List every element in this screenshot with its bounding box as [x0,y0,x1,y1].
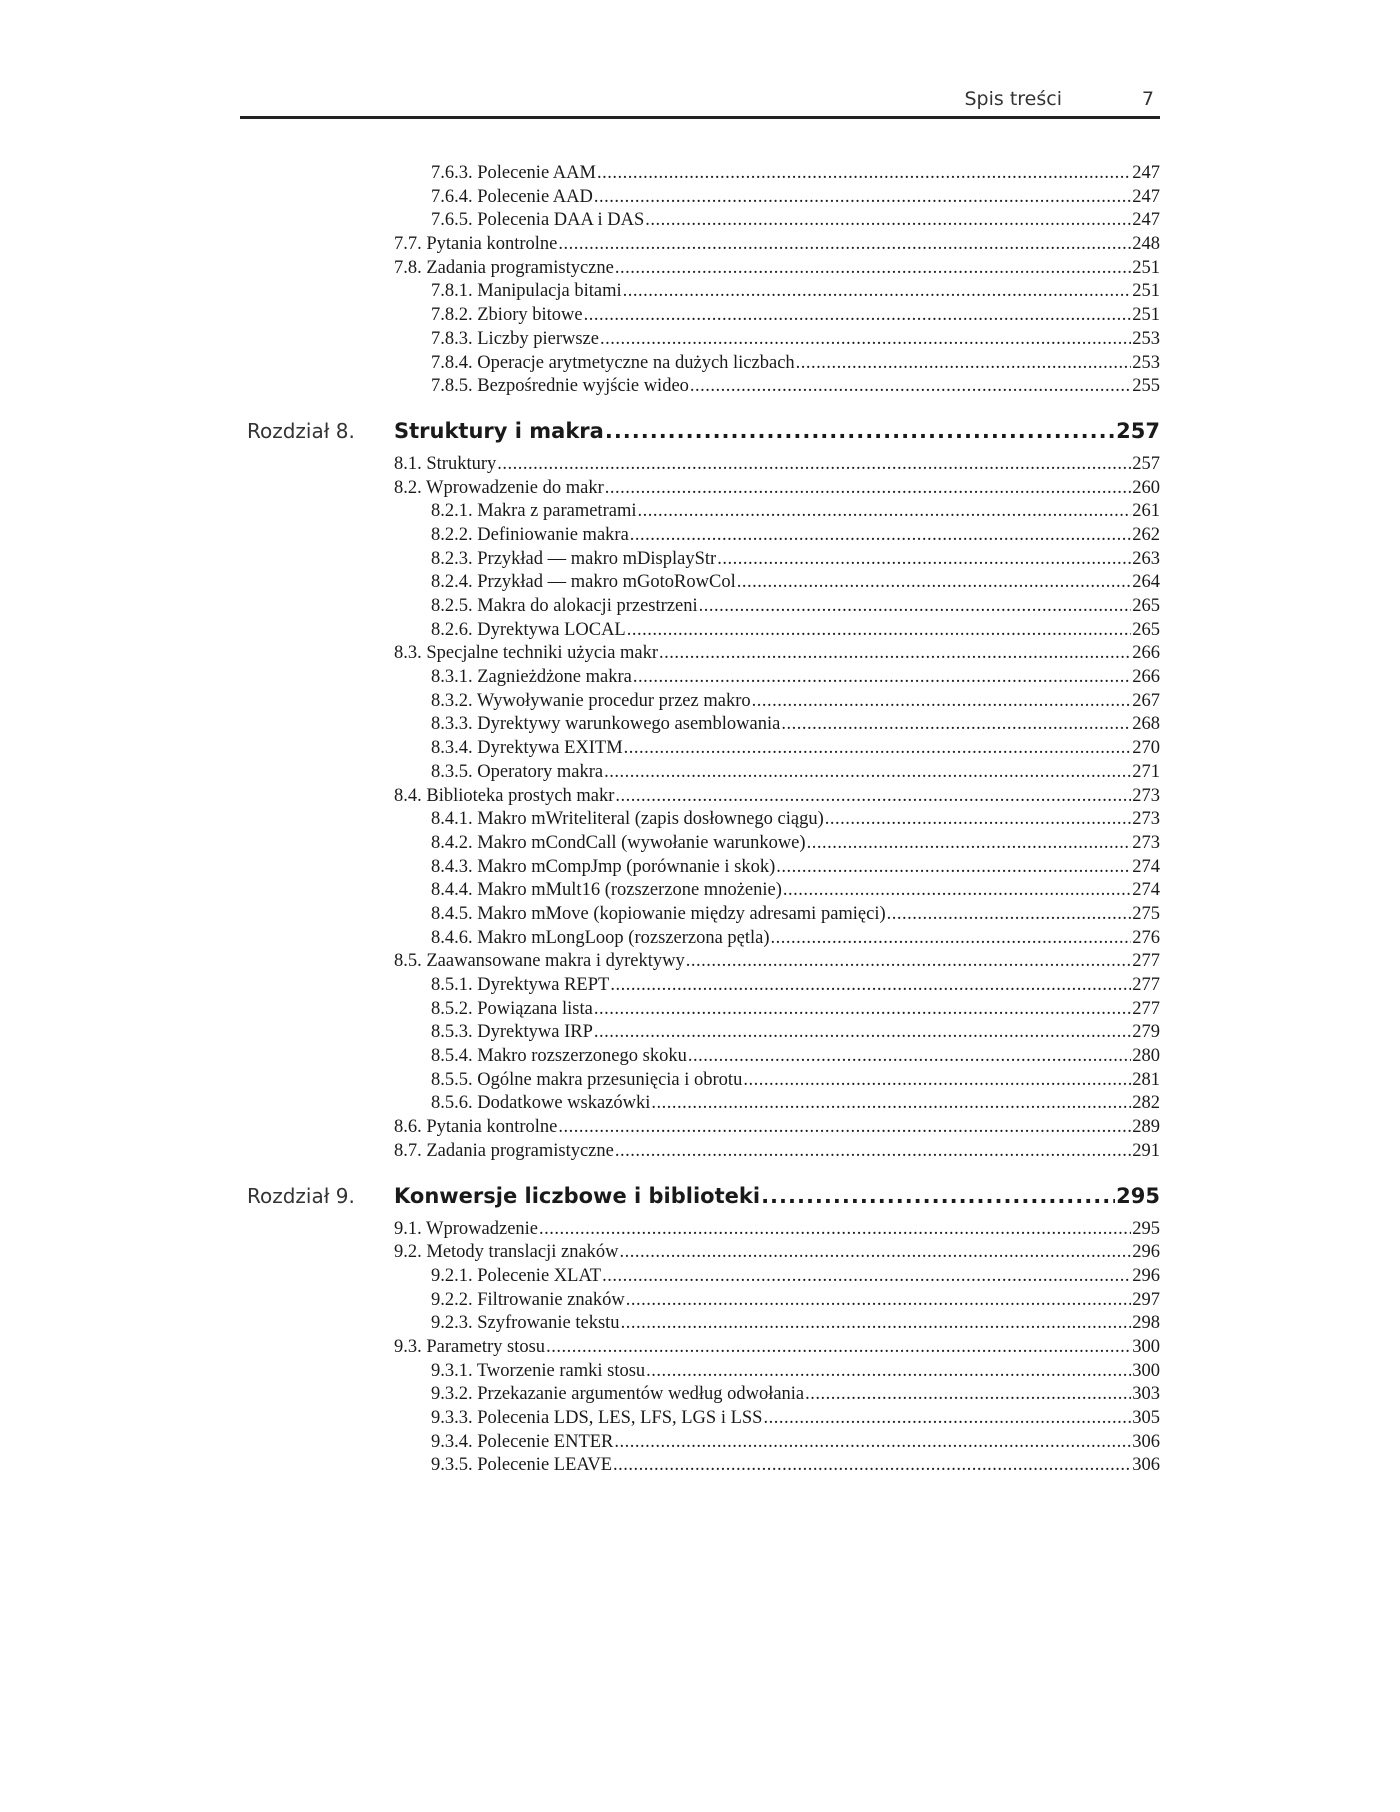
section-title: 9.3. Parametry stosu [394,1336,546,1357]
chapter-title: Konwersje liczbowe i biblioteki [394,1183,761,1208]
dot-leader [594,998,1131,1022]
running-header [240,80,1160,119]
page-ref: 247 [1132,186,1160,207]
page-ref: 266 [1132,667,1160,688]
toc-entry-row [0,1312,1400,1336]
section-title: 8.3.1. Zagnieżdżone makra [431,667,632,688]
toc-entry-row [0,1431,1400,1455]
toc-entry-row [0,927,1400,951]
toc-chapter-row [0,413,1400,449]
toc-entry-row [0,879,1400,903]
section-title: 8.4.5. Makro mMove (kopiowanie między adresami pamięci) [431,903,886,924]
section-title: 9.3.4. Polecenie ENTER [431,1431,614,1452]
toc-entry [431,280,1160,304]
page-ref: 306 [1132,1431,1160,1452]
dot-leader [615,257,1131,281]
dot-leader [807,832,1132,856]
toc-entry-row [0,1360,1400,1384]
page-ref: 265 [1132,619,1160,640]
toc-entry-row [0,1021,1400,1045]
toc-entry [394,1218,1160,1242]
page-ref: 295 [1116,1183,1160,1208]
dot-leader [805,1383,1131,1407]
section-title: 9.1. Wprowadzenie [394,1218,539,1239]
toc-entry-row [0,280,1400,304]
toc-entry [431,162,1160,186]
toc-entry [431,879,1160,903]
section-title: 8.2. Wprowadzenie do makr [394,477,604,498]
toc-entry [431,1265,1160,1289]
dot-leader [761,1182,1115,1210]
dot-leader [604,761,1131,785]
dot-leader [686,950,1131,974]
dot-leader [584,304,1132,328]
dot-leader [626,1289,1132,1313]
page-ref: 263 [1132,548,1160,569]
section-title: 7.8.4. Operacje arytmetyczne na dużych liczbach [431,352,795,373]
toc-entry-row [0,713,1400,737]
toc-entry [431,524,1160,548]
toc-entry [431,998,1160,1022]
toc-entry [431,1431,1160,1455]
section-title: 7.8.2. Zbiory bitowe [431,305,583,326]
section-title: 8.2.3. Przykład — makro mDisplayStr [431,548,717,569]
page-ref: 277 [1132,951,1160,972]
toc-entry [431,856,1160,880]
toc-entry [394,477,1160,501]
page-ref: 271 [1132,761,1160,782]
toc-entry-row [0,1265,1400,1289]
page-ref: 277 [1132,975,1160,995]
page-ref: 289 [1132,1117,1160,1138]
page-ref: 298 [1132,1313,1160,1334]
section-title: 8.3. Specjalne techniki użycia makr [394,643,659,664]
dot-leader [690,375,1131,399]
page-ref: 303 [1132,1384,1160,1405]
dot-leader [771,927,1132,951]
toc-entry [394,1182,1160,1210]
toc-entry-row [0,257,1400,281]
toc-entry-row [0,666,1400,690]
page-ref: 274 [1132,880,1160,901]
toc-entry-row [0,186,1400,210]
toc-entry [394,453,1160,477]
toc-entry [394,257,1160,281]
section-title: 9.2.2. Filtrowanie znaków [431,1289,625,1310]
page-ref: 261 [1132,501,1160,522]
toc-entry-row [0,328,1400,352]
toc-entry-row [0,903,1400,927]
chapter-number: Rozdział 9. [247,1183,355,1208]
toc-entry [431,1045,1160,1069]
toc-entry-row [0,233,1400,257]
page-ref: 275 [1132,903,1160,924]
toc-entry [431,666,1160,690]
toc-entry-row [0,832,1400,856]
section-title: 8.2.1. Makra z parametrami [431,501,637,522]
dot-leader [717,548,1131,572]
dot-leader [659,642,1131,666]
toc-entry-row [0,500,1400,524]
toc-entry-row [0,619,1400,643]
page-ref: 280 [1132,1046,1160,1067]
dot-leader [594,1021,1131,1045]
header-title: Spis treści [964,88,1062,110]
dot-leader [752,690,1132,714]
toc-entry-row [0,1092,1400,1116]
toc-entry [394,417,1160,445]
toc-entry [431,1092,1160,1116]
toc-entry [394,1241,1160,1265]
section-title: 7.8.1. Manipulacja bitami [431,281,622,302]
section-title: 8.5.5. Ogólne makra przesunięcia i obrotu [431,1069,743,1090]
page-ref: 273 [1132,832,1160,853]
section-title: 8.5.1. Dyrektywa REPT [431,975,610,995]
section-title: 8.6. Pytania kontrolne [394,1117,558,1138]
section-title: 9.2.1. Polecenie XLAT [431,1265,602,1286]
section-title: 8.2.5. Makra do alokacji przestrzeni [431,596,698,616]
dot-leader [646,1360,1131,1384]
toc-entry [431,304,1160,328]
toc-entry-row [0,1140,1400,1164]
page-ref: 265 [1132,596,1160,616]
toc-entry [394,785,1160,809]
dot-leader [605,477,1131,501]
section-title: 9.2. Metody translacji znaków [394,1242,619,1263]
toc-entry-row [0,642,1400,666]
dot-leader [613,1454,1131,1478]
page-ref: 300 [1132,1360,1160,1381]
page-ref: 266 [1132,643,1160,664]
dot-leader [737,571,1132,595]
section-title: 8.4.4. Makro mMult16 (rozszerzone mnożenie) [431,880,782,901]
section-title: 8.2.6. Dyrektywa LOCAL [431,619,626,640]
toc-entry-row [0,162,1400,186]
dot-leader [600,328,1131,352]
toc-entry-row [0,1045,1400,1069]
dot-leader [630,524,1131,548]
toc-entry [431,209,1160,233]
page-ref: 296 [1132,1265,1160,1286]
toc-entry-row [0,524,1400,548]
dot-leader [615,1140,1131,1164]
page-ref: 251 [1132,305,1160,326]
dot-leader [699,595,1132,619]
section-title: 9.3.5. Polecenie LEAVE [431,1455,613,1476]
toc-entry [431,832,1160,856]
section-title: 8.4.3. Makro mCompJmp (porównanie i skok) [431,856,776,877]
page-ref: 306 [1132,1455,1160,1476]
section-title: 7.8.3. Liczby pierwsze [431,328,599,349]
page-number: 7 [1141,88,1154,110]
toc-entry [431,761,1160,785]
toc-entry-row [0,209,1400,233]
dot-leader [539,1218,1131,1242]
toc-entry [431,808,1160,832]
toc-entry-row [0,856,1400,880]
section-title: 8.5.3. Dyrektywa IRP [431,1022,593,1043]
page-ref: 267 [1132,690,1160,711]
section-title: 7.8. Zadania programistyczne [394,257,614,278]
toc-entry-row [0,1383,1400,1407]
section-title: 7.6.5. Polecenia DAA i DAS [431,210,645,231]
toc-entry-row [0,761,1400,785]
section-title: 9.3.3. Polecenia LDS, LES, LFS, LGS i LSS [431,1408,763,1428]
toc-entry-row [0,950,1400,974]
page-ref: 264 [1132,572,1160,593]
dot-leader [781,713,1131,737]
toc-entry [394,1336,1160,1360]
page-ref: 277 [1132,998,1160,1019]
toc-entry [431,903,1160,927]
dot-leader [637,500,1131,524]
toc-entry-row [0,548,1400,572]
toc-entry-row [0,1289,1400,1313]
dot-leader [602,1265,1131,1289]
dot-leader [597,162,1131,186]
page-ref: 282 [1132,1093,1160,1114]
page-ref: 297 [1132,1289,1160,1310]
toc-entry-row [0,477,1400,501]
dot-leader [796,352,1132,376]
page-ref: 305 [1132,1408,1160,1428]
section-title: 9.3.1. Tworzenie ramki stosu [431,1360,646,1381]
section-title: 8.3.3. Dyrektywy warunkowego asemblowania [431,714,781,735]
dot-leader [558,233,1131,257]
toc-entry [431,186,1160,210]
toc-entry [431,690,1160,714]
chapter-number: Rozdział 8. [247,418,355,443]
toc-entry-row [0,1407,1400,1431]
toc-entry [431,375,1160,399]
page-ref: 257 [1132,453,1160,474]
section-title: 8.3.4. Dyrektywa EXITM [431,738,623,759]
dot-leader [623,280,1132,304]
toc-entry [431,571,1160,595]
page-ref: 300 [1132,1336,1160,1357]
dot-leader [743,1069,1131,1093]
toc-entry [394,1140,1160,1164]
toc-entry-row [0,1454,1400,1478]
dot-leader [887,903,1132,927]
section-title: 8.4. Biblioteka prostych makr [394,785,615,806]
toc-entry-row [0,352,1400,376]
dot-leader [610,974,1131,998]
dot-leader [763,1407,1131,1431]
page-ref: 268 [1132,714,1160,735]
toc-entry-row [0,571,1400,595]
section-title: 8.4.2. Makro mCondCall (wywołanie warunkowe) [431,832,806,853]
section-title: 8.5.2. Powiązana lista [431,998,593,1019]
section-title: 8.1. Struktury [394,453,497,474]
dot-leader [645,209,1131,233]
toc-entry [431,328,1160,352]
section-title: 8.2.4. Przykład — makro mGotoRowCol [431,572,736,593]
toc-entry-row [0,1218,1400,1242]
page-ref: 270 [1132,738,1160,759]
toc-entry [431,595,1160,619]
toc-entry [431,1407,1160,1431]
dot-leader [783,879,1131,903]
page-ref: 248 [1132,234,1160,255]
toc-entry [431,500,1160,524]
toc-entry-row [0,1336,1400,1360]
toc-entry [431,713,1160,737]
toc-entry-row [0,1116,1400,1140]
toc-entry-row [0,737,1400,761]
page-ref: 279 [1132,1022,1160,1043]
section-title: 9.2.3. Szyfrowanie tekstu [431,1313,620,1334]
toc-entry [394,950,1160,974]
toc-entry-row [0,785,1400,809]
page-ref: 251 [1132,257,1160,278]
toc-entry [431,548,1160,572]
page-ref: 253 [1132,328,1160,349]
toc-entry-row [0,375,1400,399]
toc-entry-row [0,1069,1400,1093]
toc-entry [431,1360,1160,1384]
dot-leader [651,1092,1131,1116]
page-ref: 273 [1132,809,1160,830]
dot-leader [594,186,1131,210]
section-title: 8.5. Zaawansowane makra i dyrektywy [394,951,685,972]
toc-entry-row [0,690,1400,714]
dot-leader [620,1241,1132,1265]
section-title: 8.3.2. Wywoływanie procedur przez makro [431,690,751,711]
toc-entry [431,974,1160,998]
section-title: 7.6.3. Polecenie AAM [431,163,596,183]
toc-entry [394,1116,1160,1140]
toc-entry-row [0,998,1400,1022]
page-ref: 262 [1132,524,1160,545]
toc-entry-row [0,1241,1400,1265]
toc-entry [431,927,1160,951]
page-ref: 291 [1132,1140,1160,1161]
section-title: 8.7. Zadania programistyczne [394,1140,614,1161]
section-title: 8.5.4. Makro rozszerzonego skoku [431,1046,687,1067]
page-ref: 257 [1116,418,1160,443]
page-ref: 295 [1132,1218,1160,1239]
dot-leader [627,619,1132,643]
toc-entry [431,1289,1160,1313]
section-title: 8.4.6. Makro mLongLoop (rozszerzona pętla) [431,927,770,948]
section-title: 8.4.1. Makro mWriteliteral (zapis dosłownego ciągu) [431,809,824,830]
toc-entry [431,737,1160,761]
toc-entry [431,1383,1160,1407]
page-ref: 251 [1132,281,1160,302]
page-ref: 255 [1132,376,1160,397]
page-ref: 273 [1132,785,1160,806]
toc-entry-row [0,808,1400,832]
toc-entry [431,352,1160,376]
toc-entry [394,233,1160,257]
page-ref: 247 [1132,210,1160,231]
toc-entry [431,1312,1160,1336]
page-ref: 274 [1132,856,1160,877]
toc-entry [431,619,1160,643]
section-title: 8.3.5. Operatory makra [431,761,604,782]
toc-entry [431,1069,1160,1093]
dot-leader [546,1336,1131,1360]
page-ref: 247 [1132,163,1160,183]
section-title: 9.3.2. Przekazanie argumentów według odwołania [431,1384,805,1405]
toc-entry-row [0,453,1400,477]
page-ref: 260 [1132,477,1160,498]
table-of-contents [0,162,1400,1478]
toc-entry [431,1454,1160,1478]
dot-leader [624,737,1132,761]
section-title: 7.8.5. Bezpośrednie wyjście wideo [431,376,689,397]
section-title: 7.7. Pytania kontrolne [394,234,558,255]
dot-leader [621,1312,1132,1336]
section-title: 8.5.6. Dodatkowe wskazówki [431,1093,651,1114]
toc-entry [394,642,1160,666]
page-ref: 276 [1132,927,1160,948]
toc-entry-row [0,304,1400,328]
chapter-title: Struktury i makra [394,418,604,443]
section-title: 7.6.4. Polecenie AAD [431,186,593,207]
toc-chapter-row [0,1178,1400,1214]
toc-entry-row [0,595,1400,619]
dot-leader [497,453,1131,477]
dot-leader [605,417,1115,445]
dot-leader [825,808,1131,832]
dot-leader [688,1045,1131,1069]
dot-leader [558,1116,1131,1140]
dot-leader [614,1431,1131,1455]
toc-entry-row [0,974,1400,998]
dot-leader [776,856,1131,880]
page-ref: 281 [1132,1069,1160,1090]
page-ref: 253 [1132,352,1160,373]
dot-leader [633,666,1131,690]
page-ref: 296 [1132,1242,1160,1263]
section-title: 8.2.2. Definiowanie makra [431,524,629,545]
toc-entry [431,1021,1160,1045]
dot-leader [615,785,1131,809]
